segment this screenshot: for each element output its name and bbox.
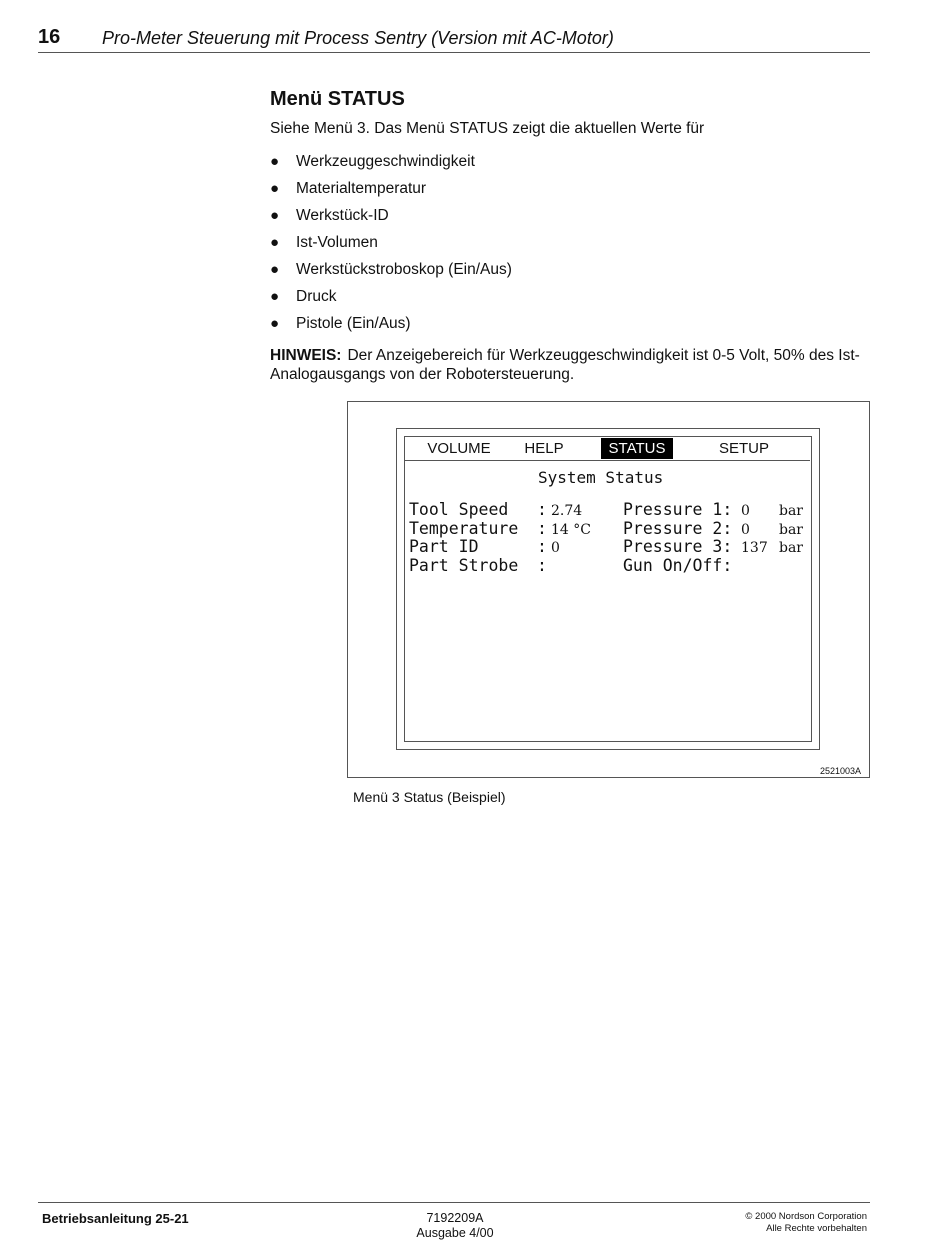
footer-issue: Ausgabe 4/00 — [416, 1226, 494, 1240]
bullet-icon: ● — [270, 261, 280, 278]
list-item: ● Druck — [270, 288, 337, 305]
part-id-value: 0 — [551, 540, 560, 556]
list-item: ● Ist-Volumen — [270, 234, 378, 251]
pressure-3-label: Pressure 3: — [623, 537, 733, 556]
footer-copyright — [690, 1211, 867, 1234]
figure-id: 2521003A — [820, 766, 862, 776]
copyright-line: © 2000 Nordson Corporation — [745, 1211, 867, 1222]
pressure-2-value: 0 — [741, 522, 750, 538]
header-title: Pro-Meter Steuerung mit Process Sentry (Version mit AC-Motor) — [102, 28, 614, 48]
temperature-value: 14 °C — [551, 522, 591, 538]
pressure-1-unit: bar — [779, 503, 804, 519]
tool-speed-value: 2.74 — [551, 503, 583, 519]
colon: : — [537, 519, 547, 538]
list-item: ● Werkzeuggeschwindigkeit — [270, 153, 475, 170]
pressure-2-unit: bar — [779, 522, 804, 538]
pressure-2-label: Pressure 2: — [623, 519, 733, 538]
tab-setup[interactable]: SETUP — [718, 440, 769, 457]
pressure-3-unit: bar — [779, 540, 804, 556]
part-strobe-label: Part Strobe — [409, 556, 519, 575]
menu-divider — [405, 460, 810, 461]
footer-manual: Betriebsanleitung 25-21 — [42, 1211, 189, 1226]
list-item: ● Werkstück-ID — [270, 207, 389, 224]
colon: : — [537, 537, 547, 556]
bullet-icon: ● — [270, 288, 280, 305]
tab-status[interactable]: STATUS — [601, 438, 673, 459]
footer-divider — [38, 1202, 870, 1203]
pressure-1-value: 0 — [741, 503, 750, 519]
bullet-list — [270, 152, 512, 341]
colon: : — [537, 556, 547, 575]
section-title: Menü STATUS — [270, 88, 405, 110]
note-text: Der Anzeigebereich für Werkzeuggeschwindigkeit ist 0-5 Volt, 50% des Ist-Analogausgangs von der Robotersteuerung. — [270, 347, 860, 383]
bullet-icon: ● — [270, 180, 280, 197]
list-item: ● Werkstückstroboskop (Ein/Aus) — [270, 261, 512, 278]
intro-paragraph: Siehe Menü 3. Das Menü STATUS zeigt die aktuellen Werte für — [270, 120, 705, 137]
list-item: ● Materialtemperatur — [270, 180, 427, 197]
figure-caption: Menü 3 Status (Beispiel) — [353, 789, 506, 805]
bullet-icon: ● — [270, 153, 280, 170]
rights-line: Alle Rechte vorbehalten — [766, 1222, 867, 1234]
note-label: HINWEIS: — [270, 347, 342, 364]
temperature-label: Temperature — [409, 519, 519, 538]
header-divider — [38, 52, 870, 53]
pressure-1-label: Pressure 1: — [623, 500, 733, 519]
tab-volume[interactable]: VOLUME — [427, 440, 491, 457]
part-id-label: Part ID — [409, 537, 479, 556]
note — [270, 346, 870, 384]
footer-edition — [395, 1211, 515, 1241]
colon: : — [537, 500, 547, 519]
bullet-icon: ● — [270, 207, 280, 224]
bullet-icon: ● — [270, 234, 280, 251]
list-item: ● Pistole (Ein/Aus) — [270, 315, 411, 332]
pressure-3-value: 137 — [741, 540, 768, 556]
screen-title: System Status — [538, 468, 664, 487]
tab-help[interactable]: HELP — [524, 440, 564, 457]
page-number: 16 — [38, 26, 61, 48]
bullet-icon: ● — [270, 315, 280, 332]
tool-speed-label: Tool Speed — [409, 500, 509, 519]
gun-on-off-label: Gun On/Off: — [623, 556, 733, 575]
footer-part-number: 7192209A — [426, 1211, 484, 1225]
